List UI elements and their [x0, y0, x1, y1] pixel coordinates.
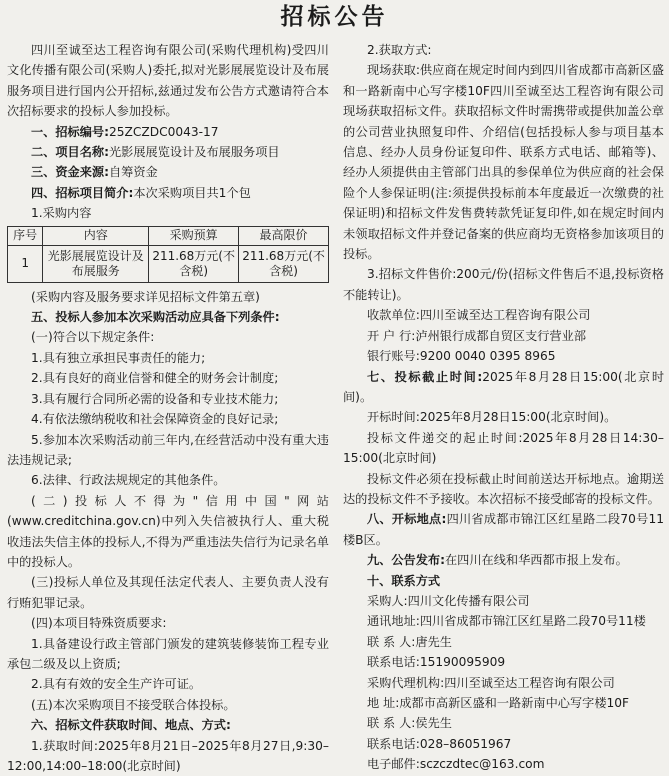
buyer-address: 通讯地址:四川省成都市锦江区红星路二段70号11楼: [367, 614, 646, 629]
condition-item: 3.具有履行合同所必需的设备和专业技术能力;: [31, 391, 279, 406]
intro-paragraph: 四川至诚至达工程咨询有限公司(采购代理机构)受四川文化传播有限公司(采购人)委托,拟对光影展展览设计及布展服务项目进行国内公开招标,兹通过发布公告方式邀请符合本次招标要求的投标人参加投标。: [7, 43, 329, 119]
conditions-e: (五)本次采购项目不接受联合体投标。: [31, 697, 236, 712]
procurement-content-heading: 1.采购内容: [31, 206, 92, 221]
table-header-cell: 最高限价: [239, 226, 329, 245]
condition-item: 2.具有良好的商业信誉和健全的财务会计制度;: [31, 371, 279, 386]
condition-item: 5.参加本次采购活动前三年内,在经营活动中没有重大违法违规记录;: [7, 432, 329, 467]
bid-deadline-value: 2025年8月28日15:00(北京时间)。: [343, 369, 665, 404]
submission-window: 投标文件递交的起止时间:2025年8月28日14:30–15:00(北京时间): [343, 430, 664, 466]
conditions-a: (一)符合以下规定条件:: [31, 330, 155, 345]
notice-title: 招标公告: [280, 4, 389, 30]
conditions-b: (二)投标人不得为"信用中国"网站(www.creditchina.gov.cn)中列入失信被执行人、重大税收违法失信主体的投标人,不得为严重违法失信行为记录名单中的投标人。: [7, 493, 329, 569]
payee-unit: 收款单位:四川至诚至达工程咨询有限公司: [367, 308, 591, 323]
tender-number: [7, 122, 329, 142]
submission-note: 投标文件必须在投标截止时间前送达开标地点。逾期送达的投标文件不予接收。本次招标不接受邮寄的投标文件。: [343, 471, 664, 506]
document-acquisition-heading: 六、招标文件获取时间、地点、方式:: [31, 718, 231, 733]
bidder-conditions-heading: 五、投标人参加本次采购活动应具备下列条件:: [31, 310, 280, 325]
notice-publication-value: 在四川在线和华西都市报上发布。: [445, 553, 628, 568]
funding-source-value: 自筹资金: [109, 165, 158, 180]
agent-phone: 联系电话:028–86051967: [367, 736, 512, 751]
left-column: [7, 40, 329, 776]
content-note: (采购内容及服务要求详见招标文件第五章): [31, 289, 260, 304]
agent-contact: 联 系 人:侯先生: [367, 716, 452, 731]
opening-location-value: 四川省成都市锦江区红星路二段70号11楼B区。: [343, 512, 664, 547]
table-row: [8, 245, 329, 282]
qualification-item: 1.具备建设行政主管部门颁发的建筑装修装饰工程专业承包二级及以上资质;: [7, 636, 329, 671]
condition-item: 1.具有独立承担民事责任的能力;: [31, 350, 206, 365]
table-cell: 211.68万元(不含税): [149, 245, 239, 282]
project-name-value: 光影展展览设计及布展服务项目: [109, 145, 280, 160]
table-header-cell: 序号: [8, 226, 43, 245]
opening-time: 开标时间:2025年8月28日15:00(北京时间)。: [367, 410, 617, 425]
notice-publication-label: 九、公告发布:: [367, 553, 445, 568]
project-intro: [7, 183, 329, 203]
bid-deadline-label: 七、投标截止时间:: [367, 369, 483, 384]
payee-bank: 开 户 行:泸州银行成都自贸区支行营业部: [367, 328, 587, 343]
notice-publication: [343, 550, 664, 570]
buyer-phone: 联系电话:15190095909: [367, 655, 506, 670]
project-name: [7, 142, 329, 162]
condition-item: 6.法律、行政法规规定的其他条件。: [31, 473, 226, 488]
project-intro-value: 本次采购项目共1个包: [133, 185, 251, 200]
conditions-d: (四)本项目特殊资质要求:: [31, 616, 167, 631]
agent-name: 采购代理机构:四川至诚至达工程咨询有限公司: [367, 675, 615, 690]
buyer-name: 采购人:四川文化传播有限公司: [367, 593, 530, 608]
funding-source-label: 三、资金来源:: [31, 165, 109, 180]
qualification-item: 2.具有有效的安全生产许可证。: [31, 677, 202, 692]
acquisition-method-heading: 2.获取方式:: [367, 43, 432, 57]
acquisition-time: 1.获取时间:2025年8月21日–2025年8月27日,9:30–12:00,14:00–18:00(北京时间): [7, 738, 329, 773]
table-header-cell: 内容: [43, 226, 149, 245]
tender-number-label: 一、招标编号:: [31, 124, 109, 139]
funding-source: [7, 162, 329, 182]
project-intro-label: 四、招标项目简介:: [31, 185, 134, 200]
table-cell: 211.68万元(不含税): [239, 245, 329, 282]
table-header-cell: 采购预算: [149, 226, 239, 245]
right-column: [343, 40, 664, 775]
agent-email: 电子邮件:sczczdtec@163.com: [367, 757, 545, 772]
table-cell: 1: [8, 245, 43, 282]
buyer-contact: 联 系 人:唐先生: [367, 634, 452, 649]
table-cell: 光影展展览设计及布展服务: [43, 245, 149, 282]
opening-location-label: 八、开标地点:: [367, 512, 447, 527]
bid-deadline: [343, 367, 664, 408]
project-name-label: 二、项目名称:: [31, 145, 109, 160]
payee-account: 银行账号:9200 0040 0395 8965: [367, 349, 556, 364]
conditions-c: (三)投标人单位及其现任法定代表人、主要负责人没有行贿犯罪记录。: [7, 575, 329, 610]
contact-heading: 十、联系方式: [367, 573, 441, 588]
opening-location: [343, 509, 664, 550]
agent-address: 地 址:成都市高新区盛和一路新南中心写字楼10F: [367, 696, 630, 710]
acquisition-method-body: 现场获取:供应商在规定时间内到四川省成都市高新区盛和一路新南中心写字楼10F四川至诚至达工程咨询有限公司现场获取招标文件。获取招标文件时需携带或提供加盖公章的公司营业执照复印件、介绍信(包括投标人参与项目基本信息、经办人员身份证复印件、联系方式电话、邮箱等)、经办人须提供由主管部门出具的参保单位为供应商的社会保险个人参保证明(注:须提供投标前本年度最近一次缴费的社保证明)和招标文件发售费转款凭证复印件,如在规定时间内未领取招标文件并登记备案的供应商均无资格参加该项目的投标。: [343, 63, 664, 262]
condition-item: 4.有依法缴纳税收和社会保障资金的良好记录;: [31, 412, 279, 427]
table-header-row: [8, 226, 329, 245]
document-price: 3.招标文件售价:200元/份(招标文件售后不退,投标资格不能转让)。: [343, 267, 664, 302]
procurement-table: [7, 226, 329, 283]
tender-number-value: 25ZCZDC0043-17: [109, 124, 219, 139]
